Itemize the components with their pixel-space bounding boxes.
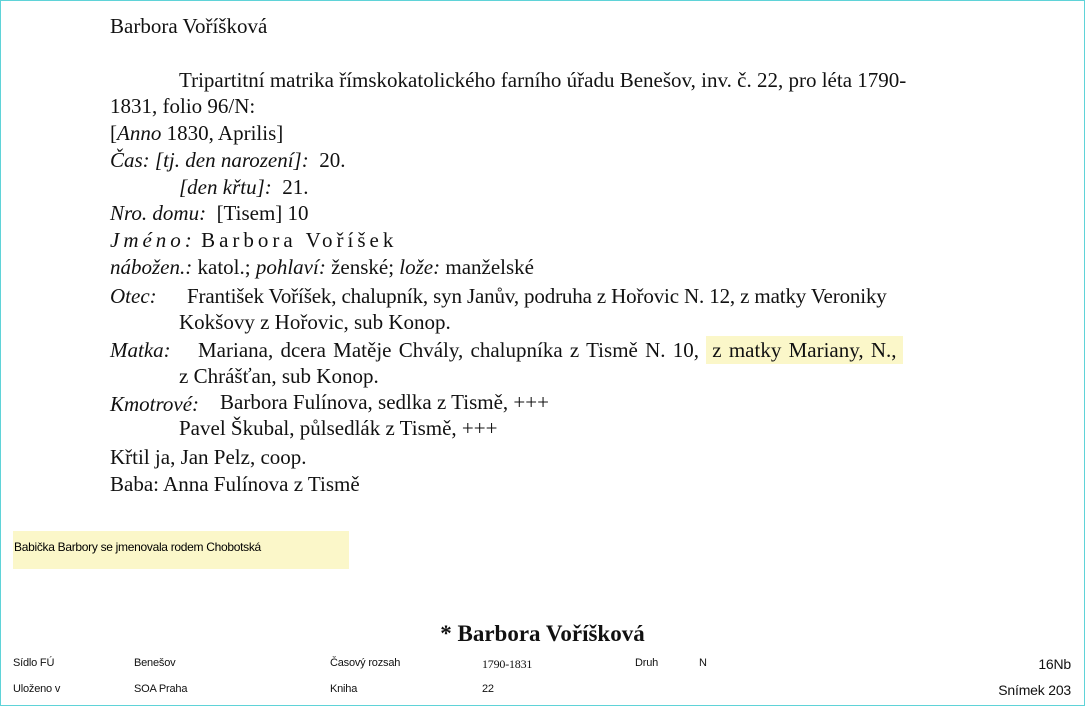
- otec-label: Otec:: [110, 284, 157, 308]
- matka-highlight: z matky Mariany, N.,: [706, 336, 902, 364]
- kniha-value: 22: [482, 683, 494, 695]
- rozsah-value: 1790-1831: [482, 657, 533, 671]
- otec-line-2: Kokšovy z Hořovic, sub Konop.: [179, 310, 451, 334]
- kmotr-2: Pavel Škubal, půlsedlák z Tismě, +++: [179, 416, 498, 440]
- nro-label: Nro. domu:: [110, 201, 207, 225]
- anno-value: 1830, Aprilis]: [161, 121, 284, 145]
- ulozeno-label: Uloženo v: [13, 683, 61, 695]
- rozsah-label: Časový rozsah: [330, 657, 401, 669]
- nabozen-label: nábožen.:: [110, 255, 193, 279]
- matka-text: Mariana, dcera Matěje Chvály, chalupníka z Tismě N. 10,: [198, 338, 700, 362]
- jmeno-line: [110, 228, 397, 252]
- matka-line-2: z Chrášťan, sub Konop.: [179, 364, 379, 388]
- loze-value: manželské: [445, 255, 534, 279]
- krst-value: 21.: [282, 175, 309, 199]
- cas-value: 20.: [319, 148, 346, 172]
- loze-label: lože:: [399, 255, 441, 279]
- book-code: 16Nb: [1038, 656, 1071, 672]
- pohlavi-label: pohlaví:: [255, 255, 326, 279]
- nro-line: [110, 201, 309, 225]
- ulozeno-value: SOA Praha: [134, 683, 188, 695]
- druh-value: N: [699, 657, 707, 669]
- otec-line-1: František Voříšek, chalupník, syn Janův, podruha z Hořovic N. 12, z matky Veroniky: [187, 284, 887, 308]
- cas-label: Čas: [tj. den narození]:: [110, 148, 309, 172]
- kniha-label: Kniha: [330, 683, 358, 695]
- pohlavi-value: ženské;: [331, 255, 395, 279]
- jmeno-value: Barbora Voříšek: [201, 228, 398, 252]
- source-line-2: 1831, folio 96/N:: [110, 94, 256, 118]
- matka-label: Matka:: [110, 338, 171, 362]
- kmotr-1: Barbora Fulínova, sedlka z Tismě, +++: [220, 390, 549, 414]
- anno-open: [: [110, 121, 117, 145]
- cas-line: [110, 148, 345, 172]
- druh-label: Druh: [635, 657, 659, 669]
- annotation-note: [13, 531, 349, 569]
- krst-line: [179, 175, 309, 199]
- source-line-1: Tripartitní matrika římskokatolického farního úřadu Benešov, inv. č. 22, pro léta 1790-: [179, 68, 907, 92]
- krst-label: [den křtu]:: [179, 175, 272, 199]
- sidlo-value: Benešov: [134, 657, 176, 669]
- nabozen-value: katol.;: [197, 255, 251, 279]
- krtil-line: Křtil ja, Jan Pelz, coop.: [110, 445, 307, 469]
- snimek-number: Snímek 203: [998, 682, 1071, 698]
- nabozen-line: [110, 255, 534, 279]
- baba-line: Baba: Anna Fulínova z Tismě: [110, 472, 360, 496]
- kmotrove-label: Kmotrové:: [110, 392, 200, 416]
- anno-label: Anno: [117, 121, 162, 145]
- anno-line: [110, 121, 283, 145]
- matka-line-1: [198, 338, 903, 362]
- annotation-note-text: Babička Barbory se jmenovala rodem Chobotská: [14, 540, 261, 554]
- nro-value: [Tisem] 10: [216, 201, 309, 225]
- document-heading: Barbora Voříšková: [110, 14, 268, 38]
- footer-title: * Barbora Voříšková: [440, 621, 645, 646]
- sidlo-label: Sídlo FÚ: [13, 657, 55, 669]
- jmeno-label: Jméno:: [110, 228, 196, 252]
